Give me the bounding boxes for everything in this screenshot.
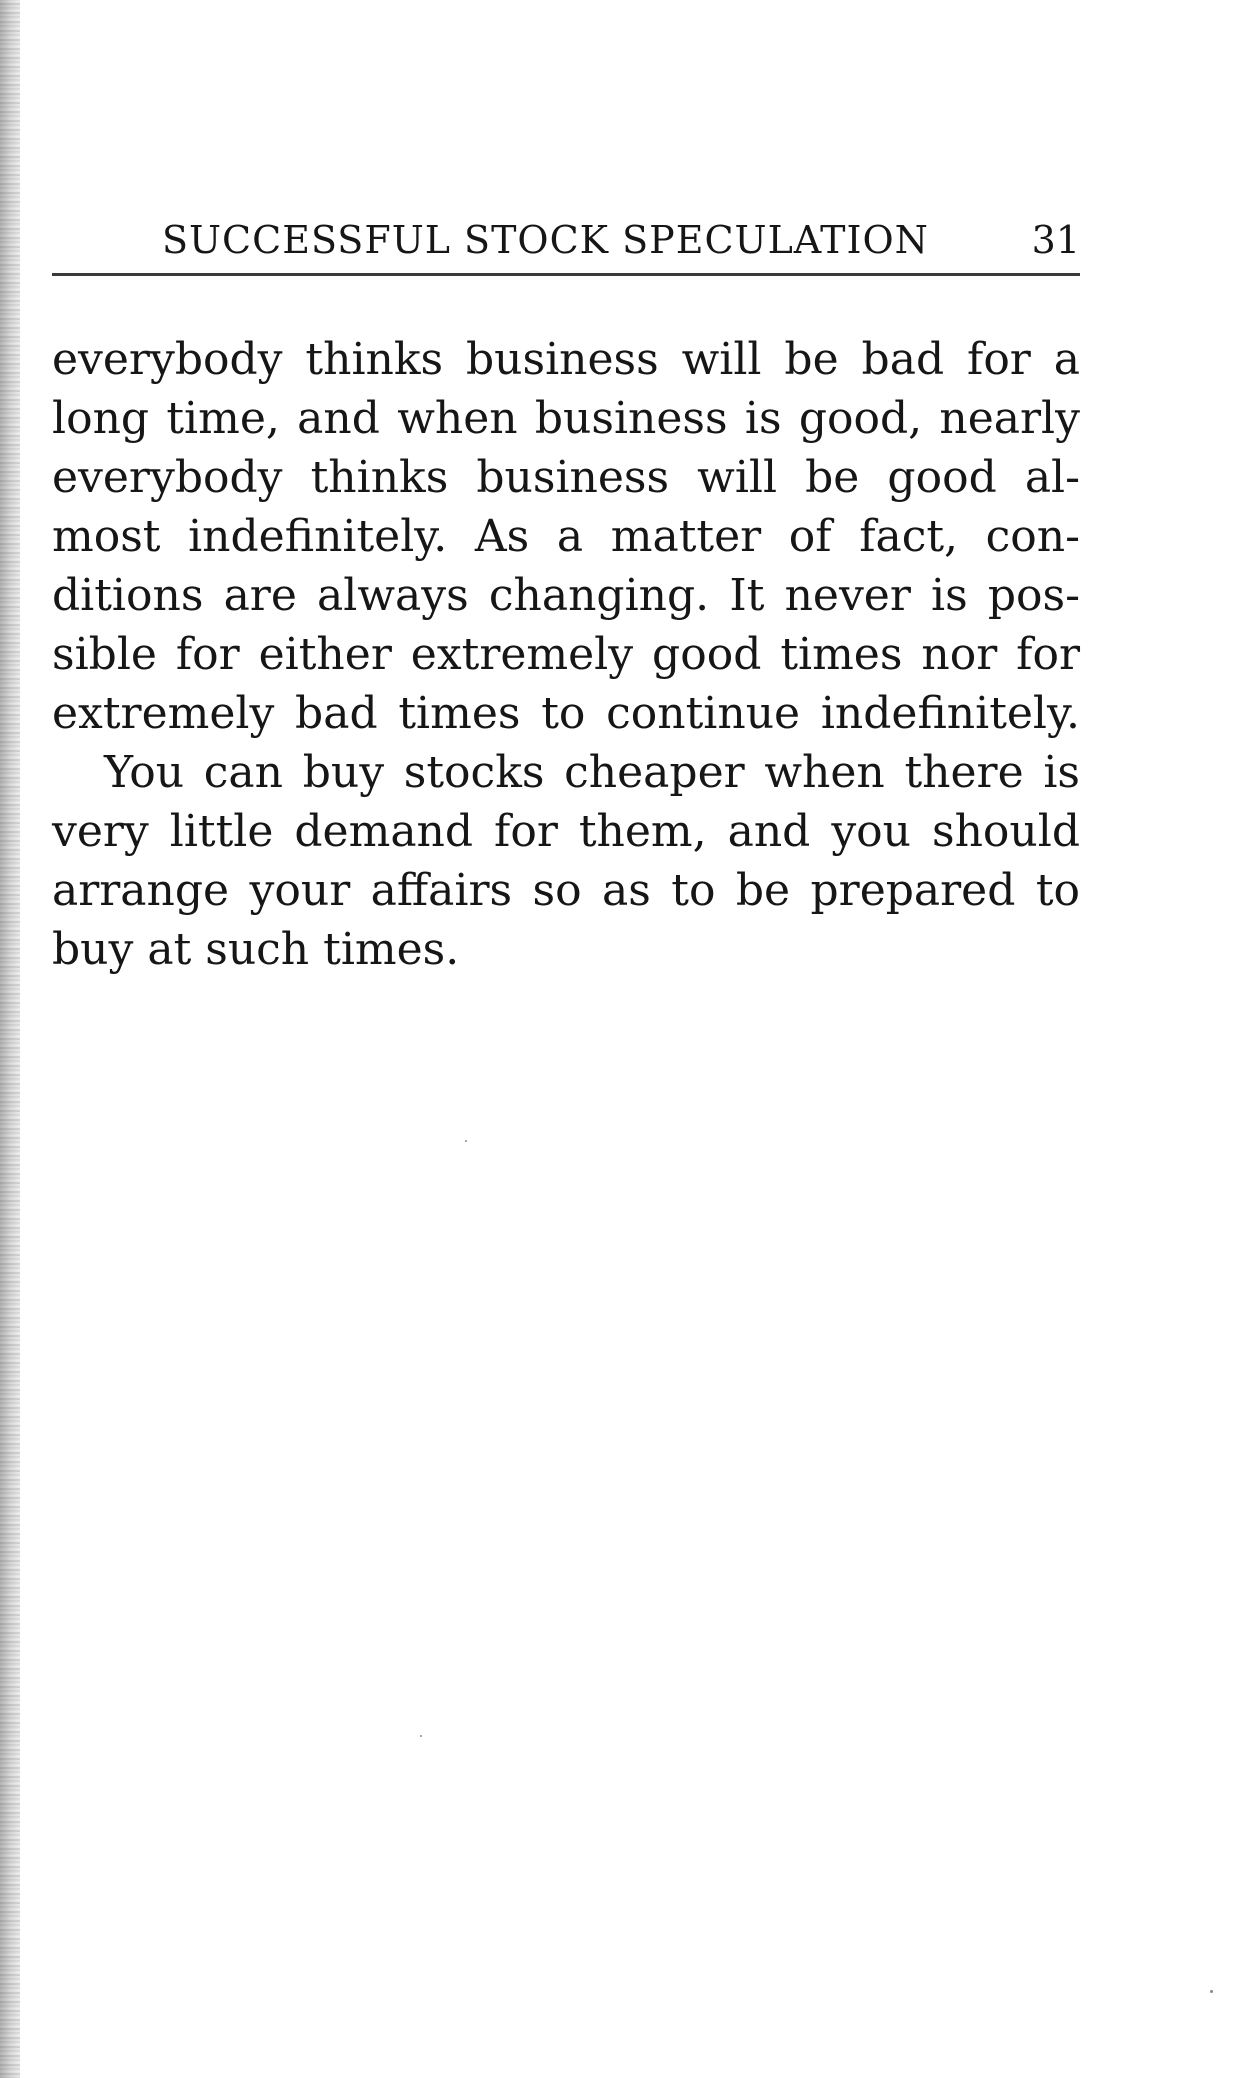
text-line: everybody thinks business will be bad for a	[52, 334, 1080, 385]
paragraph	[52, 743, 1080, 979]
text-line: very little demand for them, and you should	[52, 806, 1080, 857]
scan-binding-edge	[0, 0, 20, 2078]
text-line: arrange your affairs so as to be prepared to	[52, 865, 1080, 916]
scan-speck	[420, 1735, 422, 1737]
text-line: sible for either extremely good times nor for	[52, 629, 1080, 680]
header-rule	[52, 273, 1080, 276]
scan-speck	[465, 1140, 467, 1142]
scan-speck	[1210, 1990, 1213, 1993]
text-line: ditions are always changing. It never is pos-	[52, 570, 1080, 621]
text-line: buy at such times.	[52, 924, 460, 975]
body-text	[52, 330, 1080, 979]
text-line: most indefinitely. As a matter of fact, con-	[52, 511, 1080, 562]
running-header	[52, 215, 1080, 275]
text-line: everybody thinks business will be good al-	[52, 452, 1080, 503]
text-line: extremely bad times to continue indefinitely.	[52, 688, 1080, 739]
text-line: long time, and when business is good, nearly	[52, 393, 1080, 444]
paragraph	[52, 330, 1080, 743]
running-title: SUCCESSFUL STOCK SPECULATION	[162, 218, 929, 262]
text-line: You can buy stocks cheaper when there is	[104, 747, 1080, 798]
page-number: 31	[1031, 218, 1080, 262]
